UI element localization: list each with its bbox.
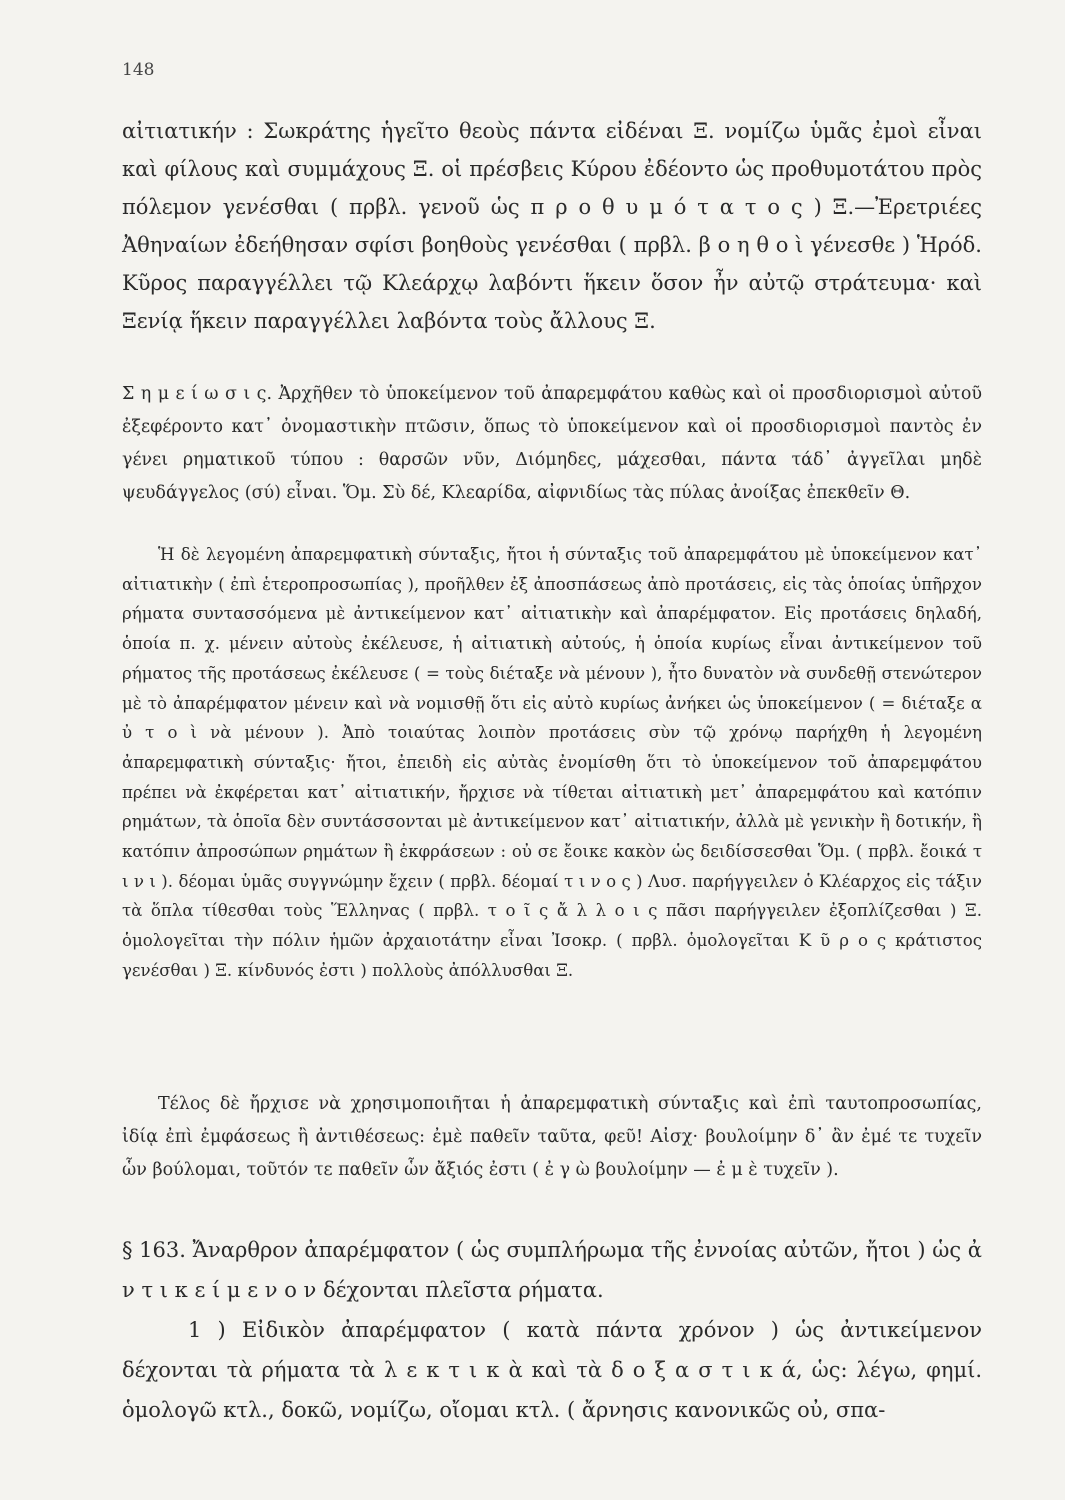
paragraph-infinitive-syntax: Ἡ δὲ λεγομένη ἀπαρεμφατικὴ σύνταξις, ἤτοι ἡ σύνταξις τοῦ ἀπαρεμφάτου μὲ ὑποκείμενον κατ᾽ αἰτιατικὴν ( ἐπὶ ἑτεροπροσωπίας ), προῆλθεν ἐξ ἀποσπάσεως ἀπὸ προτάσεις, εἰς τὰς ὁποίας ὑπῆρχον ρήματα συντασσόμενα μὲ ἀντικείμενον κατ᾽ αἰτιατικὴν καὶ ἀπαρέμφατον. Εἰς προτάσεις δηλαδή, ὁποία π. χ. μένειν αὐτοὺς ἐκέλευσε, ἡ αἰτιατικὴ αὐτούς, ἡ ὁποία κυρίως εἶναι ἀντικείμενον τοῦ ρήματος τῆς προτάσεως ἐκέλευσε ( = τοὺς διέταξε νὰ μένουν ), ἦτο δυνατὸν νὰ συνδεθῇ στενώτερον μὲ τὸ ἀπαρέμφατον μένειν καὶ νὰ νομισθῇ ὅτι εἰς αὐτὸ κυρίως ἀνήκει ὡς ὑποκείμενον ( = διέταξε α ὐ τ ο ὶ νὰ μένουν ). Ἀπὸ τοιαύτας λοιπὸν προτάσεις σὺν τῷ χρόνῳ παρήχθη ἡ λεγομένη ἀπαρεμφατικὴ σύνταξις· ἤτοι, ἐπειδὴ εἰς αὐτὰς ἐνομίσθη ὅτι τὸ ὑποκείμενον τοῦ ἀπαρεμφάτου πρέπει νὰ ἐκφέρεται κατ᾽ αἰτιατικήν, ἤρχισε νὰ τίθεται αἰτιατικὴ μετ᾽ ἀπαρεμφάτου καὶ κατόπιν ρημάτων, τὰ ὁποῖα δὲν συντάσσονται μὲ ἀντικείμενον κατ᾽ αἰτιατικήν, ἀλλὰ μὲ γενικὴν ἢ δοτικήν, ἢ κατόπιν ἀπροσώπων ρημάτων ἢ ἐκφράσεων : οὐ σε ἔοικε κακὸν ὡς δειδίσσεσθαι Ὅμ. ( πρβλ. ἔοικά τ ι ν ι ). δέομαι ὑμᾶς συγγνώμην ἔχειν ( πρβλ. δέομαί τ ι ν ο ς ) Λυσ. παρήγγειλεν ὁ Κλέαρχος εἰς τάξιν τὰ ὅπλα τίθεσθαι τοὺς Ἕλληνας ( πρβλ. τ ο ῖ ς ἄ λ λ ο ι ς πᾶσι παρήγγειλεν ἐξοπλίζεσθαι ) Ξ. ὁμολογεῖται τὴν πόλιν ἡμῶν ἀρχαιοτάτην εἶναι Ἰσοκρ. ( πρβλ. ὁμολογεῖται Κ ῦ ρ ο ς κράτιστος γενέσθαι ) Ξ. κίνδυνός ἐστι ) πολλοὺς ἀπόλλυσθαι Ξ.: [122, 545, 982, 980]
section-163-heading: § 163. Ἄναρθρον ἀπαρέμφατον ( ὡς συμπλήρωμα τῆς ἐννοίας αὐτῶν, ἤτοι ) ὡς ἀ ν τ ι κ ε ί μ ε ν ο ν δέχονται πλεῖστα ρήματα.: [122, 1238, 982, 1302]
paragraph-same-person: Τέλος δὲ ἤρχισε νὰ χρησιμοποιῆται ἡ ἀπαρεμφατικὴ σύνταξις καὶ ἐπὶ ταυτοπροσωπίας, ἰδίᾳ ἐπὶ ἐμφάσεως ἢ ἀντιθέσεως: ἐμὲ παθεῖν ταῦτα, φεῦ! Αἰσχ· βουλοίμην δ᾽ ἂν ἐμέ τε τυχεῖν ὧν βούλομαι, τοῦτόν τε παθεῖν ὧν ἄξιός ἐστι ( ἐ γ ὼ βουλοίμην — ἐ μ ὲ τυχεῖν ).: [122, 1094, 982, 1180]
paragraph-examples-accusative: αἰτιατικήν : Σωκράτης ἡγεῖτο θεοὺς πάντα εἰδέναι Ξ. νομίζω ὑμᾶς ἐμοὶ εἶναι καὶ φίλους καὶ συμμάχους Ξ. οἱ πρέσβεις Κύρου ἐδέοντο ὡς προθυμοτάτου πρὸς πόλεμον γενέσθαι ( πρβλ. γενοῦ ὡς π ρ ο θ υ μ ό τ α τ ο ς ) Ξ.—Ἐρετριέες Ἀθηναίων ἐδεήθησαν σφίσι βοηθοὺς γενέσθαι ( πρβλ. β ο η θ ο ὶ γένεσθε ) Ἡρόδ. Κῦρος παραγγέλλει τῷ Κλεάρχῳ λαβόντι ἥκειν ὅσον ἦν αὐτῷ στράτευμα· καὶ Ξενίᾳ ἥκειν παραγγέλλει λαβόντα τοὺς ἄλλους Ξ.: [122, 119, 982, 333]
paragraph-note: Σ η μ ε ί ω σ ι ς. Ἀρχῆθεν τὸ ὑποκείμενον τοῦ ἀπαρεμφάτου καθὼς καὶ οἱ προσδιορισμοὶ αὐτοῦ ἐξεφέροντο κατ᾽ ὀνομαστικὴν πτῶσιν, ὅπως τὸ ὑποκείμενον καὶ οἱ προσδιορισμοὶ παντὸς ἐν γένει ρηματικοῦ τύπου : θαρσῶν νῦν, Διόμηδες, μάχεσθαι, πάντα τάδ᾽ ἀγγεῖλαι μηδὲ ψευδάγγελος (σύ) εἶναι. Ὅμ. Σὺ δέ, Κλεαρίδα, αἰφνιδίως τὰς πύλας ἀνοίξας ἐπεκθεῖν Θ.: [122, 384, 982, 503]
page-number: 148: [122, 60, 155, 80]
paragraph-declarative-infinitive: 1 ) Εἰδικὸν ἀπαρέμφατον ( κατὰ πάντα χρόνον ) ὡς ἀντικείμενον δέχονται τὰ ρήματα τὰ λ ε κ τ ι κ ὰ καὶ τὰ δ ο ξ α σ τ ι κ ά, ὡς: λέγω, φημί. ὁμολογῶ κτλ., δοκῶ, νομίζω, οἴομαι κτλ. ( ἄρνησις κανονικῶς οὐ, σπα-: [122, 1318, 982, 1422]
